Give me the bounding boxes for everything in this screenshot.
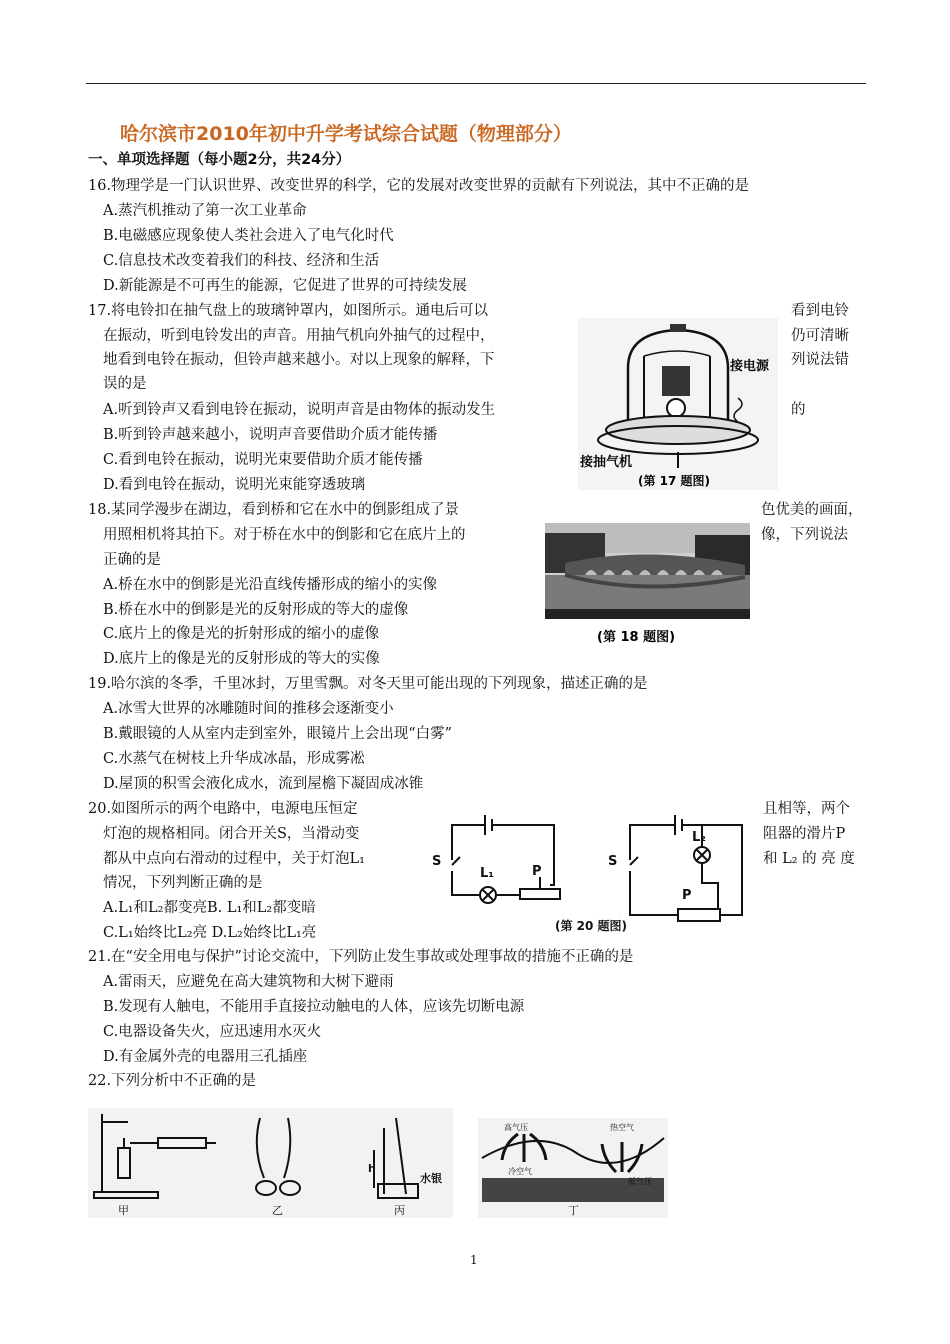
figure-17 [578, 318, 778, 490]
section-heading: 一、单项选择题（每小题2分，共24分） [88, 152, 351, 168]
fig22-jia: 甲 [118, 1204, 129, 1217]
text-line: 20.如图所示的两个电路中，电源电压恒定 [88, 801, 358, 817]
fig22-high-pressure: 高气压 [504, 1123, 528, 1132]
fig22-cold-air: 冷空气 [508, 1167, 532, 1176]
text-line: 且相等，两个 [763, 801, 850, 817]
page-number: 1 [470, 1253, 478, 1267]
text-line: C.看到电铃在振动，说明光束要借助介质才能传播 [103, 452, 423, 468]
text-line: B.电磁感应现象使人类社会进入了电气化时代 [103, 228, 394, 244]
figure-20 [430, 805, 750, 935]
text-line: A.蒸汽机推动了第一次工业革命 [103, 203, 307, 219]
fig17-caption: (第 17 题图) [638, 474, 711, 488]
fig22-ding: 丁 [568, 1204, 579, 1217]
figure-22-right [478, 1118, 668, 1218]
text-line: D.新能源是不可再生的能源，它促进了世界的可持续发展 [103, 278, 467, 294]
figure-18 [545, 523, 750, 647]
fig20-l2: L₂ [692, 830, 706, 845]
text-line: D.有金属外壳的电器用三孔插座 [103, 1049, 308, 1065]
fig20-p2: P [682, 888, 692, 903]
text-line: 看到电铃 [791, 303, 849, 319]
text-line: D.看到电铃在振动，说明光束能穿透玻璃 [103, 477, 366, 493]
fig20-s2: S [608, 854, 618, 869]
fig22-bing: 丙 [394, 1204, 405, 1217]
text-line: B.戴眼镜的人从室内走到室外，眼镜片上会出现“白雾” [103, 726, 453, 742]
figure-22-left [88, 1108, 453, 1218]
text-line: 色优美的画面， [761, 502, 863, 518]
text-line: 18.某同学漫步在湖边，看到桥和它在水中的倒影组成了景 [88, 502, 460, 518]
fig22-low-pressure: 低气压 [628, 1177, 652, 1186]
text-line: 16.物理学是一门认识世界、改变世界的科学，它的发展对改变世界的贡献有下列说法，其中不正确的是 [88, 178, 750, 194]
text-line: C.水蒸气在树枝上升华成冰晶，形成雾凇 [103, 751, 365, 767]
header-rule [86, 83, 866, 84]
text-line: 阻器的滑片P [763, 826, 846, 842]
fig20-caption: (第 20 题图) [555, 919, 628, 933]
text-line: 仍可清晰 [791, 328, 849, 344]
text-line: 像，下列说法 [761, 527, 848, 543]
text-line: 用照相机将其拍下。对于桥在水中的倒影和它在底片上的 [103, 527, 466, 543]
text-line: 19.哈尔滨的冬季，千里冰封，万里雪飘。对冬天里可能出现的下列现象，描述正确的是 [88, 676, 648, 692]
text-line: 17.将电铃扣在抽气盘上的玻璃钟罩内，如图所示。通电后可以 [88, 303, 489, 319]
fig18-caption: (第 18 题图) [597, 630, 676, 645]
text-line: A.听到铃声又看到电铃在振动，说明声音是由物体的振动发生 [103, 402, 496, 418]
fig22-h: h [368, 1162, 376, 1175]
text-line: B.听到铃声越来越小，说明声音要借助介质才能传播 [103, 427, 438, 443]
text-line: 正确的是 [103, 552, 161, 568]
fig17-pump-label: 接抽气机 [580, 455, 633, 470]
fig17-power-label: 接电源 [730, 359, 770, 374]
text-line: 在振动，听到电铃发出的声音。用抽气机向外抽气的过程中， [103, 328, 495, 344]
fig22-mercury: 水银 [420, 1172, 442, 1185]
text-line: A.桥在水中的倒影是光沿直线传播形成的缩小的实像 [103, 577, 438, 593]
text-line: 灯泡的规格相同。闭合开关S，当滑动变 [103, 826, 360, 842]
text-line: 21.在“安全用电与保护”讨论交流中，下列防止发生事故或处理事故的措施不正确的是 [88, 949, 634, 965]
text-line: C.电器设备失火，应迅速用水灭火 [103, 1024, 322, 1040]
text-line: 情况，下列判断正确的是 [103, 875, 263, 891]
text-line: D.屋顶的积雪会液化成水，流到屋檐下凝固成冰锥 [103, 776, 424, 792]
text-line: 地看到电铃在振动，但铃声越来越小。对以上现象的解释，下 [103, 352, 495, 368]
text-line: A.冰雪大世界的冰雕随时间的推移会逐渐变小 [103, 701, 394, 717]
fig20-p1: P [532, 864, 542, 879]
text-line: C.L₁始终比L₂亮 D.L₂始终比L₁亮 [103, 925, 317, 941]
text-line: A.L₁和L₂都变亮B. L₁和L₂都变暗 [103, 900, 316, 916]
text-line: D.底片上的像是光的反射形成的等大的实像 [103, 651, 380, 667]
fig20-l1: L₁ [480, 866, 494, 881]
fig20-s1: S [432, 854, 442, 869]
text-line: 22.下列分析中不正确的是 [88, 1073, 257, 1089]
text-line: B.桥在水中的倒影是光的反射形成的等大的虚像 [103, 602, 409, 618]
text-line: 误的是 [103, 376, 147, 392]
text-line: 都从中点向右滑动的过程中，关于灯泡L₁ [103, 851, 365, 867]
text-line: B.发现有人触电，不能用手直接拉动触电的人体，应该先切断电源 [103, 999, 525, 1015]
text-line: C.底片上的像是光的折射形成的缩小的虚像 [103, 626, 380, 642]
text-line: 列说法错 [791, 352, 849, 368]
fig22-hot-air: 热空气 [610, 1123, 634, 1132]
fig22-yi: 乙 [272, 1204, 283, 1217]
text-line: 和 L₂ 的 亮 度 [763, 851, 855, 867]
text-line: C.信息技术改变着我们的科技、经济和生活 [103, 253, 380, 269]
text-line: A.雷雨天，应避免在高大建筑物和大树下避雨 [103, 974, 394, 990]
page-title: 哈尔滨市2010年初中升学考试综合试题（物理部分） [120, 123, 572, 145]
text-line: 的 [791, 402, 806, 418]
